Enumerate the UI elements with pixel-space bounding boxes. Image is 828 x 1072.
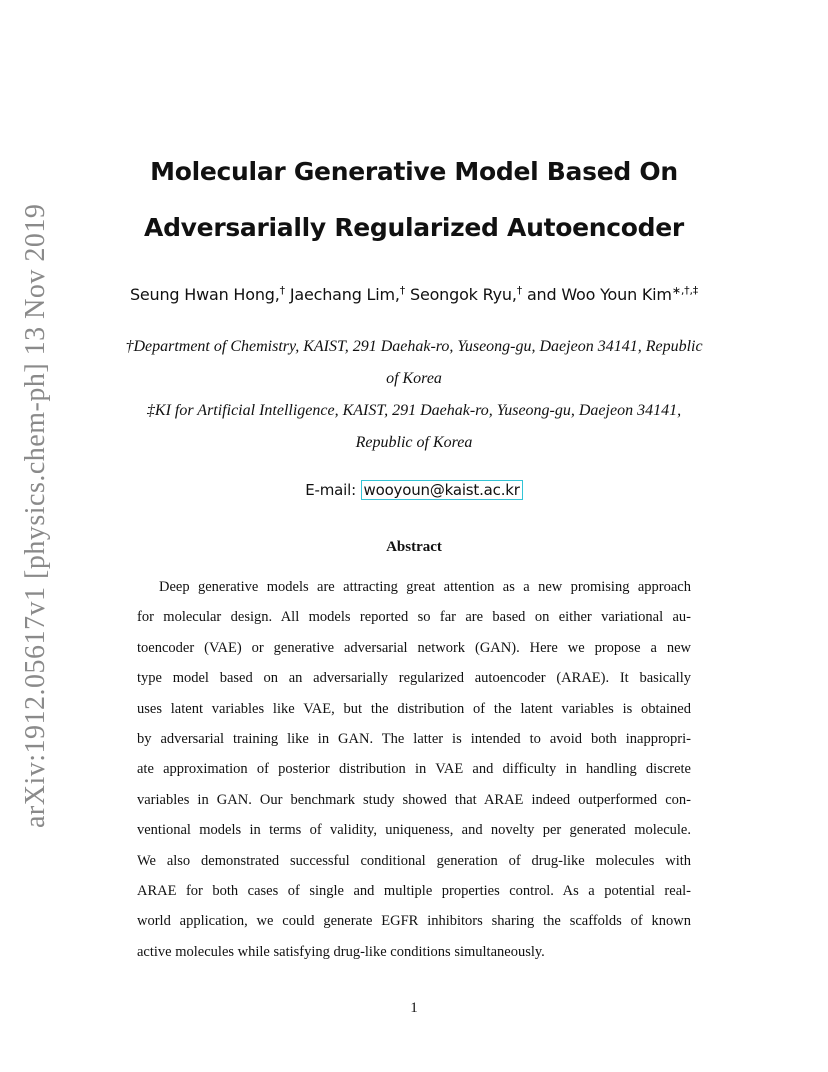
author-mark: † — [279, 284, 285, 297]
author-3 — [410, 285, 522, 304]
abstract-line: for molecular design. All models reported so far are based on either variational au- — [137, 609, 691, 626]
abstract-line: ate approximation of posterior distribution in VAE and difficulty in handling discrete — [137, 761, 691, 778]
affiliation-line: †Department of Chemistry, KAIST, 291 Daehak-ro, Yuseong-gu, Daejeon 34141, Republic — [125, 338, 703, 355]
abstract-line: world application, we could generate EGFR inhibitors sharing the scaffolds of known — [137, 913, 691, 930]
abstract-body — [137, 572, 691, 967]
author-mark: † — [516, 284, 523, 297]
author-name: Jaechang Lim, — [289, 285, 400, 304]
abstract-heading: Abstract — [386, 539, 442, 555]
page-number: 1 — [410, 1000, 418, 1016]
author-mark: † — [399, 284, 406, 297]
abstract-line: Deep generative models are attracting great attention as a new promising approach — [159, 579, 691, 595]
arxiv-side-stamp: arXiv:1912.05617v1 [physics.chem-ph] 13 Nov 2019 — [20, 203, 51, 828]
abstract-line: ventional models in terms of validity, uniqueness, and novelty per generated molecule. — [137, 822, 691, 839]
author-4 — [527, 285, 698, 304]
author-name: and Woo Youn Kim — [526, 285, 672, 304]
affiliation-line: of Korea — [386, 370, 442, 387]
author-name: Seongok Ryu, — [409, 285, 517, 304]
author-2 — [290, 285, 405, 304]
abstract-line: type model based on an adversarially regularized autoencoder (ARAE). It basically — [137, 670, 691, 687]
abstract-line: uses latent variables like VAE, but the distribution of the latent variables is obtained — [137, 700, 691, 717]
abstract-line: active molecules while satisfying drug-like conditions simultaneously. — [137, 943, 545, 960]
abstract-line: toencoder (VAE) or generative adversarial network (GAN). Here we propose a new — [137, 639, 691, 656]
author-name: Seung Hwan Hong, — [129, 285, 280, 304]
affiliation-line: Republic of Korea — [355, 434, 473, 451]
email-label: E-mail: — [305, 481, 356, 499]
email-link[interactable]: wooyoun@kaist.ac.kr — [361, 480, 523, 500]
author-list — [0, 285, 828, 304]
author-mark: ∗,†,‡ — [671, 284, 699, 297]
affiliation-line: ‡KI for Artificial Intelligence, KAIST, 291 Daehak-ro, Yuseong-gu, Daejeon 34141, — [146, 402, 682, 419]
contact-email — [0, 481, 828, 499]
author-1 — [130, 285, 285, 304]
abstract-line: by adversarial training like in GAN. The latter is intended to avoid both inappropri- — [137, 730, 691, 747]
paper-title-line-1: Molecular Generative Model Based On — [150, 157, 678, 186]
abstract-line: ARAE for both cases of single and multiple properties control. As a potential real- — [137, 882, 691, 899]
paper-title-line-2: Adversarially Regularized Autoencoder — [144, 213, 684, 242]
abstract-line: variables in GAN. Our benchmark study showed that ARAE indeed outperformed con- — [137, 791, 691, 808]
abstract-line: We also demonstrated successful conditional generation of drug-like molecules with — [137, 852, 691, 869]
